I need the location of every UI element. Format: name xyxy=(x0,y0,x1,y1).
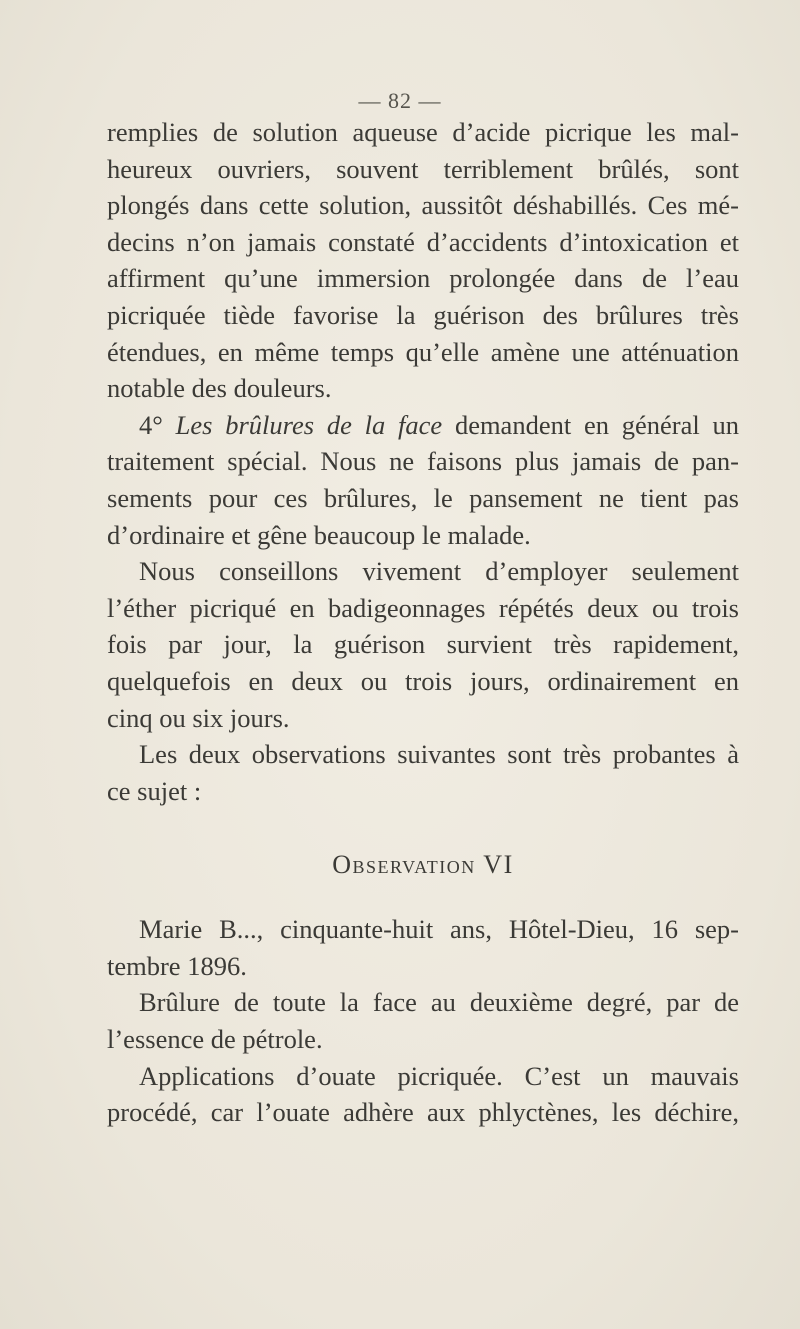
italic-title: Les brûlures de la face xyxy=(175,409,443,440)
text-line: l’essence de pétrole. xyxy=(107,1024,323,1055)
text-line: quelquefois en deux ou trois jours, ordinairement en xyxy=(107,665,739,696)
text-line: Les deux observations suivantes sont très probantes à xyxy=(139,739,739,770)
text-line: l’éther picriqué en badigeonnages répétés deux ou trois xyxy=(107,592,739,623)
text-line: picriquée tiède favorise la guérison des brûlures très xyxy=(107,299,739,330)
paragraph-number: 4° xyxy=(139,409,163,440)
text-segment: demandent en général un xyxy=(454,409,740,440)
section-heading: Observation VI xyxy=(332,850,514,880)
text-line: fois par jour, la guérison survient très rapidement, xyxy=(107,629,739,660)
text-line: ce sujet : xyxy=(107,775,202,806)
vertical-gap xyxy=(107,885,739,911)
paragraph-4-first-line xyxy=(107,407,739,444)
text-line: Nous conseillons vivement d’employer seulement xyxy=(139,556,739,587)
page-number: — 82 — xyxy=(358,88,442,113)
text-line: traitement spécial. Nous ne faisons plus jamais de pan- xyxy=(107,446,739,477)
text-line: sements pour ces brûlures, le pansement ne tient pas xyxy=(107,482,739,513)
text-line: d’ordinaire et gêne beaucoup le malade. xyxy=(107,519,531,550)
text-line: Marie B..., cinquante-huit ans, Hôtel-Dieu, 16 sep- xyxy=(139,914,739,945)
body-text xyxy=(107,114,739,1131)
text-line: Brûlure de toute la face au deuxième degré, par de xyxy=(139,987,739,1018)
text-line: affirment qu’une immersion prolongée dans de l’eau xyxy=(107,263,739,294)
text-line: tembre 1896. xyxy=(107,950,247,981)
text-line: notable des douleurs. xyxy=(107,373,332,404)
text-line: decins n’on jamais constaté d’accidents d’intoxication et xyxy=(107,226,739,257)
text-line: plongés dans cette solution, aussitôt déshabillés. Ces mé- xyxy=(107,190,739,221)
text-line: procédé, car l’ouate adhère aux phlyctènes, les déchire, xyxy=(107,1097,739,1128)
text-line: heureux ouvriers, souvent terriblement brûlés, sont xyxy=(107,153,739,184)
text-line: remplies de solution aqueuse d’acide picrique les mal- xyxy=(107,117,739,147)
text-line: cinq ou six jours. xyxy=(107,702,290,733)
text-line: Applications d’ouate picriquée. C’est un mauvais xyxy=(139,1060,739,1091)
vertical-gap xyxy=(107,809,739,845)
text-line: étendues, en même temps qu’elle amène une atténuation xyxy=(107,336,739,367)
